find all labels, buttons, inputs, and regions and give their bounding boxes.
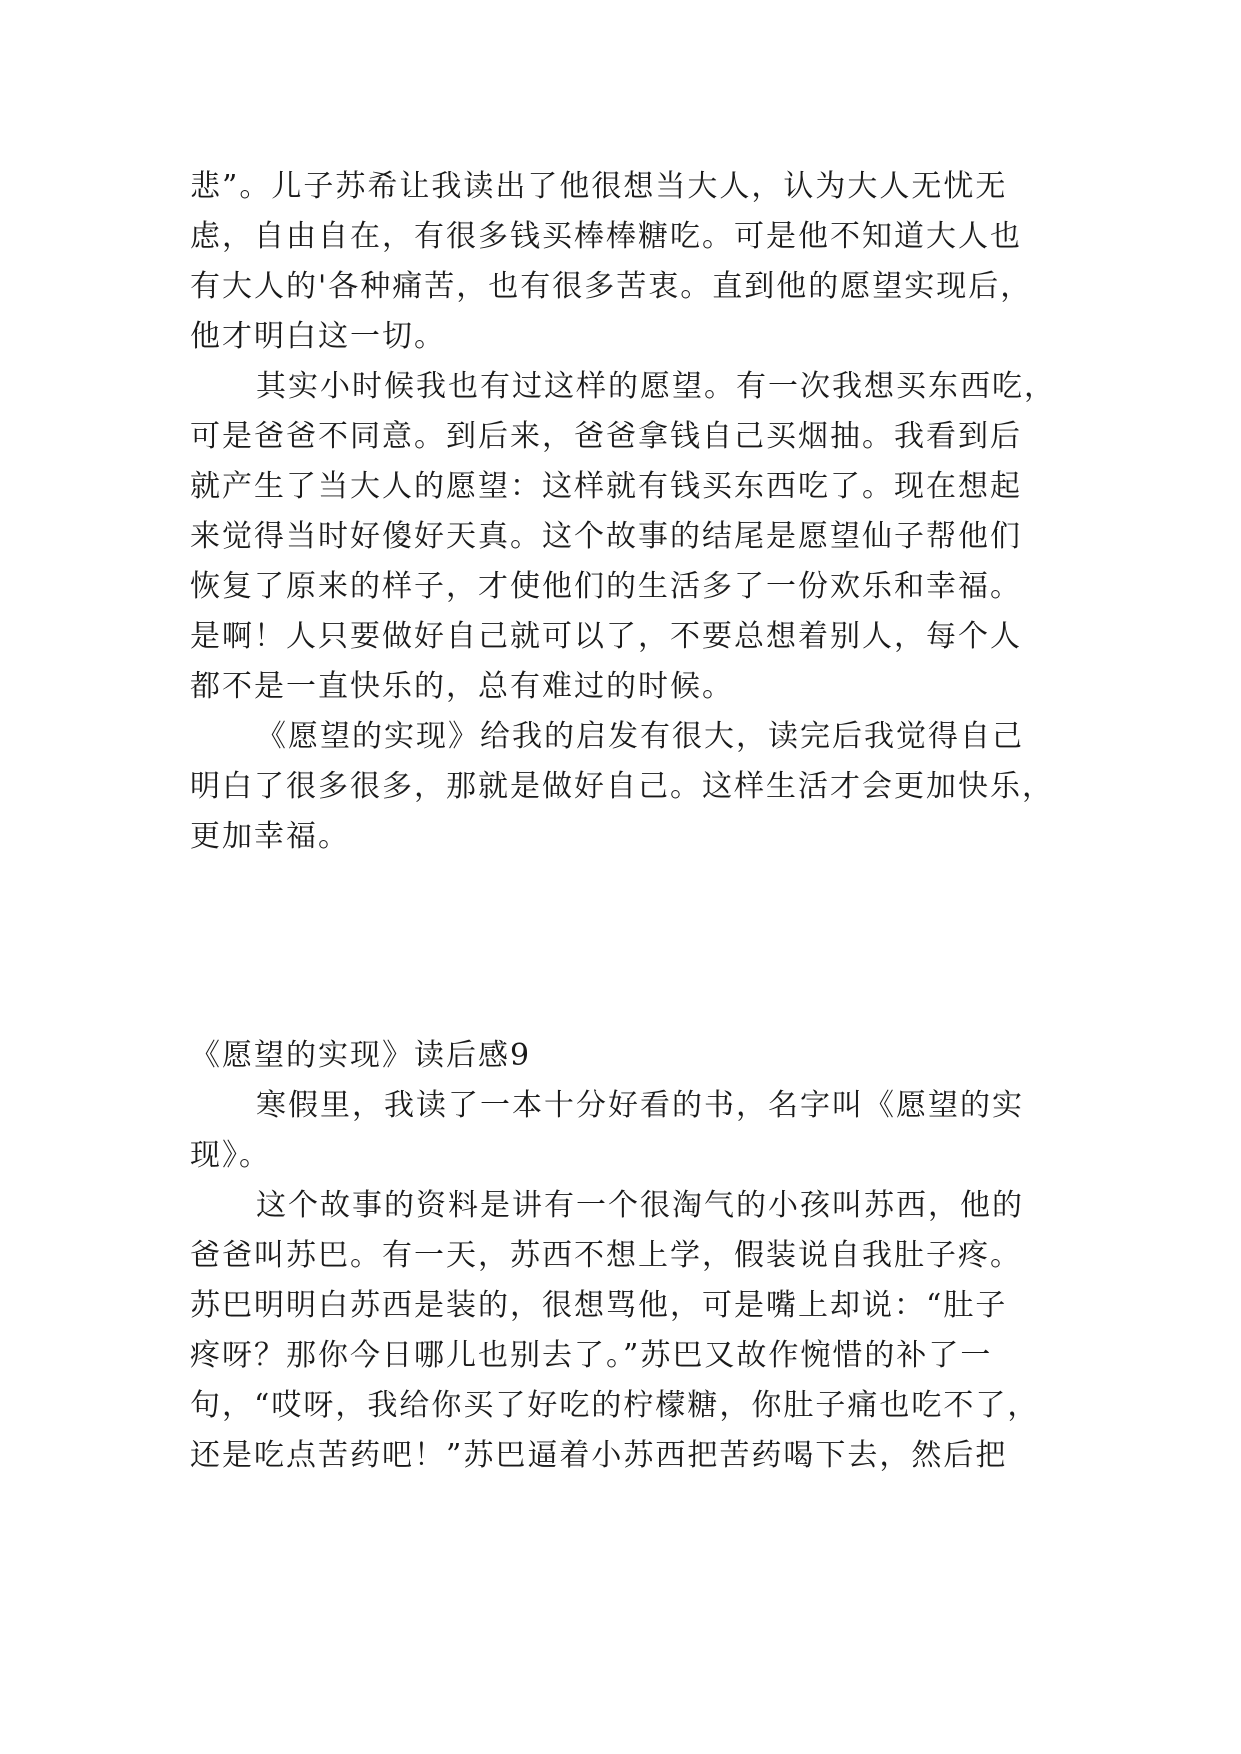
section-title: 《愿望的实现》读后感9 [190, 1038, 532, 1073]
text-line: 还是吃点苦药吧！”苏巴逼着小苏西把苦药喝下去，然后把 [190, 1438, 1008, 1473]
text-line: 都不是一直快乐的，总有难过的时候。 [190, 669, 734, 704]
text-line: 是啊！人只要做好自己就可以了，不要总想着别人，每个人 [190, 619, 1022, 654]
text-line: 明白了很多很多，那就是做好自己。这样生活才会更加快乐， [190, 769, 1054, 804]
text-line: 他才明白这一切。 [190, 319, 446, 354]
text-line: 寒假里，我读了一本十分好看的书，名字叫《愿望的实 [256, 1088, 1024, 1123]
text-line: 更加幸福。 [190, 819, 350, 854]
text-line: 《愿望的实现》给我的启发有很大，读完后我觉得自己 [256, 719, 1024, 754]
text-line: 爸爸叫苏巴。有一天，苏西不想上学，假装说自我肚子疼。 [190, 1238, 1022, 1273]
text-line: 可是爸爸不同意。到后来，爸爸拿钱自己买烟抽。我看到后 [190, 419, 1022, 454]
text-line: 苏巴明明白苏西是装的，很想骂他，可是嘴上却说：“肚子 [190, 1288, 1008, 1323]
text-line: 就产生了当大人的愿望：这样就有钱买东西吃了。现在想起 [190, 469, 1022, 504]
text-line: 有大人的'各种痛苦，也有很多苦衷。直到他的愿望实现后， [190, 269, 1033, 304]
text-line: 恢复了原来的样子，才使他们的生活多了一份欢乐和幸福。 [190, 569, 1022, 604]
text-line: 现》。 [190, 1138, 271, 1173]
text-line: 虑，自由自在，有很多钱买棒棒糖吃。可是他不知道大人也 [190, 219, 1022, 254]
body-text-part2 [190, 1081, 1060, 1481]
text-line: 来觉得当时好傻好天真。这个故事的结尾是愿望仙子帮他们 [190, 519, 1022, 554]
text-line: 句，“哎呀，我给你买了好吃的柠檬糖，你肚子痛也吃不了， [190, 1388, 1040, 1423]
text-line: 这个故事的资料是讲有一个很淘气的小孩叫苏西，他的 [256, 1188, 1024, 1223]
text-line: 悲”。儿子苏希让我读出了他很想当大人，认为大人无忧无 [190, 169, 1008, 204]
body-text-part1 [190, 162, 1060, 862]
text-line: 疼呀？那你今日哪儿也别去了。”苏巴又故作惋惜的补了一 [190, 1338, 993, 1373]
text-line: 其实小时候我也有过这样的愿望。有一次我想买东西吃， [256, 369, 1056, 404]
